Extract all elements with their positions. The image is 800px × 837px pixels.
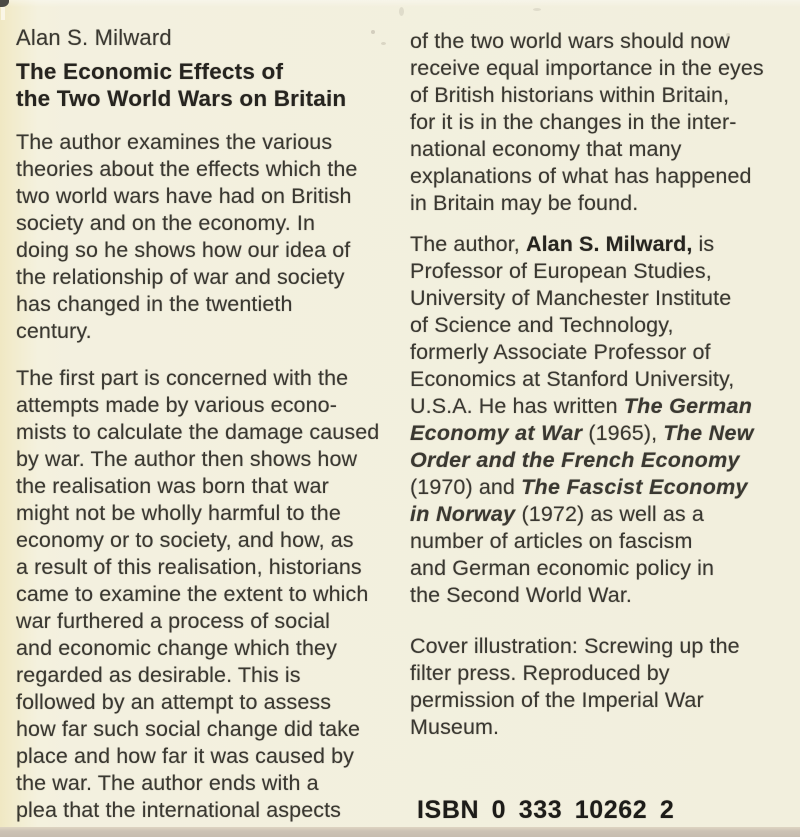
isbn-number: ISBN 0 333 10262 2 bbox=[417, 796, 675, 824]
scan-corner-mark bbox=[0, 0, 9, 7]
blurb-paragraph-1: The author examines the various theories about the effects which the two world wars have had on British society and on the economy. In doing so he shows how our idea of the relationship of war and society has changed in the twentieth century. bbox=[16, 130, 358, 343]
book-title: The Economic Effects of the Two World Wars on Britain bbox=[16, 59, 347, 111]
left-column bbox=[16, 24, 418, 824]
page-edge-shadow bbox=[0, 827, 800, 837]
author-name: Alan S. Milward bbox=[16, 25, 172, 50]
blurb-paragraph-2: The first part is concerned with the attempts made by various econo- mists to calculate the damage caused by war. The author then shows how the realisation was born that war might not be wholly harmful to the economy or to society, and how, as a result of this realisation, historians came to examine the extent to which war furthered a process of social and economic change which they regarded as desirable. This is followed by an attempt to assess how far such social change did take place and how far it was caused by the war. The author ends with a plea that the international aspects bbox=[16, 366, 380, 822]
scan-speck bbox=[533, 8, 541, 11]
blurb-paragraph-3: of the two world wars should now receive equal importance in the eyes of British historians within Britain, for it is in the changes in the inter- national economy that many explanations of what has happened in Britain may be found. bbox=[410, 29, 764, 215]
right-column bbox=[410, 28, 796, 823]
scan-corner-sliver bbox=[1, 7, 5, 20]
cover-illustration-note: Cover illustration: Screwing up the filter press. Reproduced by permission of the Imperial War Museum. bbox=[410, 634, 740, 739]
author-bio-paragraph: The author, Alan S. Milward, is Professor of European Studies, University of Manchester Institute of Science and Technology, formerly Associate Professor of Economics at Stanford University, U.S.A. He has written The German Economy at War (1965), The New Order and the French Economy (1970) and The Fascist Economy in Norway (1972) as well as a number of articles on fascism and German economic policy in the Second World War. bbox=[410, 232, 754, 607]
scan-speck bbox=[399, 7, 404, 16]
